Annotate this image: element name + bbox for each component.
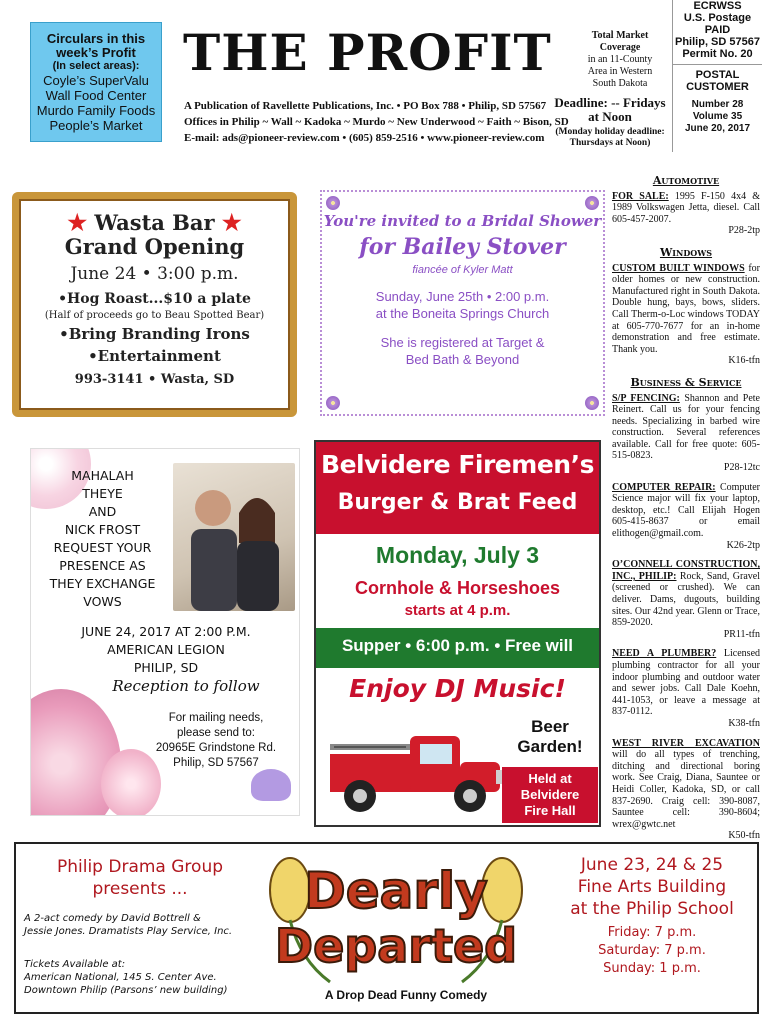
- wedding-name-line: REQUEST YOUR: [53, 540, 152, 555]
- wasta-bar-ad: [12, 192, 297, 417]
- logo-word-departed: Departed: [274, 919, 518, 973]
- postage-divider: [673, 64, 762, 65]
- classified-body: Rock, Sand, Gravel (screened or crushed). We can deliver. Dams, dugouts, building sites. Our 42nd year. Glenn or Trace, 859-2020.: [612, 570, 760, 629]
- firemen-dj: Enjoy DJ Music!: [349, 674, 566, 703]
- postage-box: [672, 0, 762, 152]
- postage-line: Permit No. 20: [682, 48, 753, 60]
- beer-garden-line: Garden!: [517, 737, 583, 756]
- firemen-location: [502, 767, 598, 823]
- drama-description-line: A 2-act comedy by David Bottrell &: [24, 913, 201, 924]
- section-heading-business: Business & Service: [630, 375, 742, 389]
- bridal-registry-line: She is registered at Target &: [380, 335, 545, 350]
- bridal-invite: You're invited to a Bridal Shower: [323, 212, 602, 230]
- masthead-info-line: E-mail: ads@pioneer-review.com • (605) 859-2516 • www.pioneer-review.com: [184, 132, 545, 144]
- classified-item: [612, 191, 760, 237]
- wedding-date: JUNE 24, 2017 AT 2:00 P.M.: [81, 624, 251, 639]
- drama-tickets-line: American National, 145 S. Center Ave.: [24, 972, 217, 983]
- classified-item: [612, 482, 760, 552]
- coverage-text: in an 11-County Area in Western South Dakota: [587, 54, 653, 89]
- postal-customer: CUSTOMER: [686, 81, 749, 93]
- flower-icon: [326, 396, 340, 410]
- wedding-mail-line: Philip, SD 57567: [173, 757, 259, 769]
- firemen-date: Monday, July 3: [375, 542, 540, 568]
- circulars-note: (In select areas):: [52, 60, 140, 72]
- wedding-name-line: VOWS: [83, 594, 122, 609]
- circular-item: Wall Food Center: [45, 88, 147, 103]
- couple-photo-illustration: [173, 463, 295, 611]
- drama-tickets: [24, 958, 264, 997]
- issue-number: Number 28: [691, 99, 744, 110]
- masthead-info: [184, 98, 569, 146]
- wedding-names: [45, 467, 160, 611]
- flower-icon: [585, 396, 599, 410]
- bridal-when-line: Sunday, June 25th • 2:00 p.m.: [375, 289, 550, 304]
- wedding-mail-line: 20965E Grindstone Rd.: [155, 742, 277, 754]
- wasta-title: Wasta Bar: [94, 210, 215, 235]
- classified-code: PR11-tfn: [723, 628, 760, 640]
- classified-code: P28-12tc: [723, 462, 760, 474]
- classified-item: [612, 648, 760, 729]
- firemen-subtitle: Burger & Brat Feed: [337, 490, 578, 515]
- classified-head: WEST RIVER EXCAVATION: [612, 737, 760, 749]
- circulars-title: Circulars in this week’s Profit: [46, 31, 146, 60]
- firemen-ad: [314, 440, 601, 827]
- wedding-name-line: THEY EXCHANGE: [49, 576, 156, 591]
- wedding-venue: AMERICAN LEGION: [107, 642, 225, 657]
- drama-time: Saturday: 7 p.m.: [598, 943, 706, 958]
- section-heading-automotive: Automotive: [652, 174, 720, 187]
- classified-code: K26-2tp: [726, 539, 760, 551]
- flower-icon: [585, 196, 599, 210]
- classified-head: S/P FENCING:: [612, 392, 680, 404]
- bridal-when: [322, 288, 603, 322]
- firemen-location-line: Fire Hall: [524, 803, 576, 818]
- fire-truck-icon: [320, 714, 510, 819]
- wedding-mail-line: please send to:: [176, 727, 255, 739]
- classified-item: [612, 393, 760, 474]
- firemen-games: Cornhole & Horseshoes: [354, 578, 561, 598]
- wedding-name-line: PRESENCE AS: [59, 558, 146, 573]
- drama-time: Sunday: 1 p.m.: [603, 961, 701, 976]
- drama-tickets-line: Tickets Available at:: [24, 959, 126, 970]
- butterfly-icon: [251, 769, 291, 801]
- classified-item: [612, 738, 760, 842]
- drama-ad: [14, 842, 759, 1014]
- classified-head: O’CONNELL CONSTRUCTION, INC., PHILIP:: [612, 559, 760, 582]
- postage-line: Philip, SD 57567: [675, 36, 760, 48]
- postage-line: ECRWSS: [693, 0, 742, 12]
- classified-item: [612, 559, 760, 640]
- classified-code: P28-2tp: [728, 225, 760, 237]
- postage-line: PAID: [704, 24, 731, 36]
- classified-item: [612, 263, 760, 367]
- classified-head: COMPUTER REPAIR:: [612, 481, 716, 493]
- issue-volume: Volume 35: [692, 111, 743, 122]
- classified-head: FOR SALE:: [612, 190, 669, 202]
- flower-icon: [326, 196, 340, 210]
- wasta-grand-opening: Grand Opening: [64, 234, 245, 259]
- classified-head: CUSTOM BUILT WINDOWS: [612, 262, 745, 274]
- postal-customer: POSTAL: [695, 69, 740, 81]
- wedding-name-line: MAHALAH: [71, 468, 134, 483]
- classified-body: will do all types of trenching, ditching and directional boring work. See Craig, Diana, Sauntee or Heidi Coller, Kadoka, SD, or call 837-2690. Craig cell: 390-8087, Sauntee cell: 390-8604; wrex@gwtc.net: [612, 749, 760, 830]
- drama-dates-line: June 23, 24 & 25: [580, 855, 724, 875]
- wedding-city: PHILIP, SD: [133, 660, 199, 675]
- wasta-proceeds: (Half of proceeds go to Beau Spotted Bear): [44, 310, 265, 321]
- firemen-location-line: Belvidere: [520, 787, 580, 802]
- couple-photo: [173, 463, 295, 611]
- masthead-info-line: Offices in Philip ~ Wall ~ Kadoka ~ Murdo ~ New Underwood ~ Faith ~ Bison, SD: [184, 116, 569, 128]
- drama-venue-line: at the Philip School: [570, 899, 734, 919]
- wedding-name-line: NICK FROST: [64, 522, 141, 537]
- circular-item: Murdo Family Foods: [36, 103, 156, 118]
- drama-description-line: Jessie Jones. Dramatists Play Service, Inc.: [24, 926, 233, 937]
- deadline-holiday: (Monday holiday deadline: Thursdays at Noon): [555, 127, 665, 148]
- classified-code: K38-tfn: [728, 717, 760, 729]
- red-star-icon: ★: [67, 210, 88, 236]
- coverage-title: Total Market Coverage: [591, 30, 649, 53]
- classifieds-column: [612, 175, 760, 850]
- masthead-info-line: A Publication of Ravellette Publications, Inc. • PO Box 788 • Philip, SD 57567: [184, 100, 547, 112]
- wedding-reception: Reception to follow: [112, 677, 260, 695]
- coverage-note: [578, 30, 662, 90]
- drama-venue-line: Fine Arts Building: [577, 877, 727, 897]
- logo-word-dearly: Dearly: [304, 862, 488, 920]
- classified-body: Computer Science major will fix your laptop, desktop, etc.! Call Elijah Hogen 605-415-8637 or email elithogen@gmail.com.: [612, 481, 760, 540]
- circular-item: Coyle’s SuperValu: [43, 73, 149, 88]
- classified-body: Licensed plumbing contractor for all your indoor plumbing and outdoor water and sewer jobs. Call Dale Koehn, 441-1053, or leave a message at 837-0112.: [612, 648, 761, 718]
- beer-garden: [502, 717, 598, 757]
- deadline-main: Deadline: -- Fridays at Noon: [554, 95, 666, 124]
- drama-presenter: [40, 856, 240, 900]
- bridal-when-line: at the Boneita Springs Church: [375, 306, 550, 321]
- issue-date: June 20, 2017: [684, 123, 751, 134]
- classified-body: 1995 F-150 4x4 & 1989 Volkswagen Jetta, diesel. Call 605-457-2007.: [612, 190, 761, 225]
- drama-times: [552, 924, 752, 978]
- drama-tickets-line: Downtown Philip (Parsons’ new building): [24, 985, 228, 996]
- bridal-shower-ad: [320, 190, 605, 416]
- circular-item: People’s Market: [49, 118, 143, 133]
- firemen-start-time: starts at 4 p.m.: [404, 602, 511, 619]
- firemen-location-line: Held at: [528, 771, 572, 786]
- wedding-details: [41, 623, 291, 677]
- wasta-title-line: [29, 211, 280, 235]
- classified-code: K16-tfn: [728, 355, 760, 367]
- firemen-title: Belvidere Firemen’s: [321, 450, 594, 479]
- section-heading-windows: Windows: [659, 245, 713, 259]
- wedding-ad: [30, 448, 300, 816]
- bridal-registry: [322, 334, 603, 368]
- postage-line: U.S. Postage: [683, 12, 752, 24]
- masthead-title: THE PROFIT: [183, 23, 552, 82]
- drama-presenter-line: presents ...: [92, 879, 188, 899]
- wasta-phone: 993-3141 • Wasta, SD: [74, 372, 235, 387]
- drama-description: [24, 912, 264, 938]
- wedding-mail-line: For mailing needs,: [168, 712, 264, 724]
- classified-body: Shannon and Pete Reinert. Call us for your fencing needs. Specializing in barbed wire construction. Several references available. Call for free quote: 605-515-0823.: [612, 392, 760, 462]
- classified-code: K50-tfn: [728, 830, 760, 842]
- circulars-box: [30, 22, 162, 142]
- lily-flower-icon: [482, 858, 522, 922]
- drama-presenter-line: Philip Drama Group: [56, 857, 224, 877]
- wasta-branding-irons: •Bring Branding Irons: [59, 325, 250, 343]
- wasta-hog-roast: •Hog Roast...$10 a plate: [58, 291, 251, 307]
- bridal-name: for Bailey Stover: [359, 234, 566, 260]
- classified-body: for older homes or new construction. Manufactured right in South Dakota. Double hung, bays, bows, sliders. Call Therm-o-Loc windows TODAY at 605-770-7677 for an in-home demonstration and free estimate. Thank you.: [612, 262, 760, 355]
- drama-dates: [552, 854, 752, 920]
- beer-garden-line: Beer: [531, 717, 569, 736]
- red-star-icon: ★: [221, 210, 242, 236]
- wedding-name-line: AND: [88, 504, 117, 519]
- firemen-supper: Supper • 6:00 p.m. • Free will: [341, 636, 574, 655]
- bridal-fiance: fiancée of Kyler Matt: [412, 264, 513, 276]
- dearly-departed-logo: [266, 850, 526, 986]
- drama-time: Friday: 7 p.m.: [607, 925, 697, 940]
- wedding-mailing: [141, 711, 291, 771]
- wedding-name-line: THEYE: [82, 486, 123, 501]
- wasta-entertainment: •Entertainment: [88, 347, 221, 365]
- drama-tagline: A Drop Dead Funny Comedy: [324, 988, 488, 1002]
- deadline-note: [554, 96, 666, 149]
- bridal-registry-line: Bed Bath & Beyond: [405, 352, 520, 367]
- wasta-date: June 24 • 3:00 p.m.: [70, 264, 239, 284]
- classified-head: NEED A PLUMBER?: [612, 648, 717, 660]
